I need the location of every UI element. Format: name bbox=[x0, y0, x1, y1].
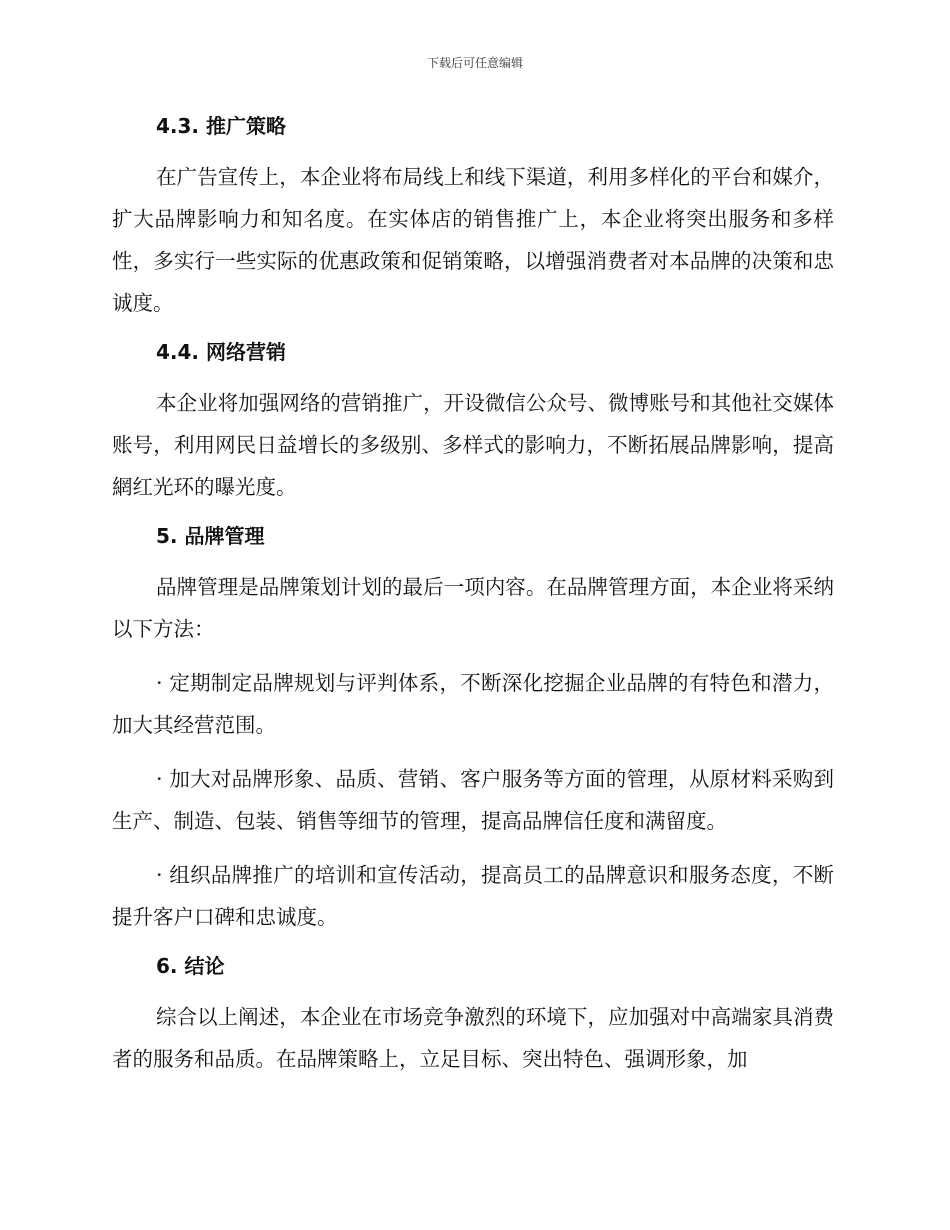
paragraph: 在广告宣传上，本企业将布局线上和线下渠道，利用多样化的平台和媒介，扩大品牌影响力和知名度。在实体店的销售推广上，本企业将突出服务和多样性，多实行一些实际的优惠政策和促销策略，以增强消费者对本品牌的决策和忠诚度。 bbox=[112, 165, 834, 315]
paragraph: 品牌管理是品牌策划计划的最后一项内容。在品牌管理方面，本企业将采纳以下方法： bbox=[112, 575, 834, 641]
section-conclusion bbox=[112, 950, 834, 1080]
section-online-marketing bbox=[112, 336, 834, 508]
paragraph: 本企业将加强网络的营销推广，开设微信公众号、微博账号和其他社交媒体账号，利用网民日益增长的多级别、多样式的影响力，不断拓展品牌影响，提高網红光环的曝光度。 bbox=[112, 391, 834, 499]
bullet-item: · 定期制定品牌规划与评判体系，不断深化挖掘企业品牌的有特色和潜力，加大其经营范围。 bbox=[112, 671, 834, 737]
section-heading: 5. 品牌管理 bbox=[156, 524, 265, 548]
bullet-item: · 加大对品牌形象、品质、营销、客户服务等方面的管理，从原材料采购到生产、制造、包装、销售等细节的管理，提高品牌信任度和满留度。 bbox=[112, 767, 834, 833]
section-brand-management bbox=[112, 520, 834, 938]
section-heading: 6. 结论 bbox=[156, 954, 225, 978]
section-promotion-strategy bbox=[112, 110, 834, 324]
section-heading: 4.3. 推广策略 bbox=[156, 114, 286, 138]
paragraph: 综合以上阐述，本企业在市场竞争激烈的环境下，应加强对中高端家具消费者的服务和品质。在品牌策略上，立足目标、突出特色、强调形象，加 bbox=[112, 1005, 834, 1071]
document-body bbox=[112, 110, 834, 1092]
section-heading: 4.4. 网络营销 bbox=[156, 340, 286, 364]
bullet-item: · 组织品牌推广的培训和宣传活动，提高员工的品牌意识和服务态度，不断提升客户口碑和忠诚度。 bbox=[112, 863, 834, 929]
page-header: 下载后可任意编辑 bbox=[426, 56, 523, 70]
